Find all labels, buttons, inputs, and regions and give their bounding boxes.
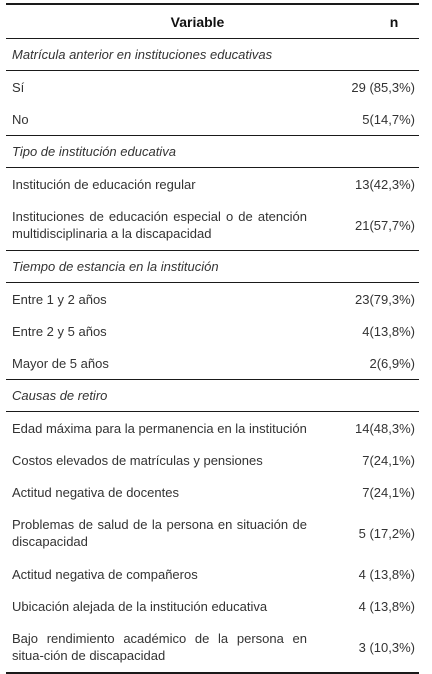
- row-value: 13(42,3%): [355, 176, 415, 192]
- row-value: 2(6,9%): [369, 355, 415, 371]
- table-row: [6, 71, 419, 103]
- row-value: 4(13,8%): [362, 323, 415, 339]
- row-value: 4 (13,8%): [358, 566, 415, 582]
- row-value: 3 (10,3%): [358, 639, 415, 655]
- row-value: 7(24,1%): [362, 484, 415, 500]
- row-value: 7(24,1%): [362, 452, 415, 468]
- row-label: Actitud negativa de compañeros: [12, 566, 198, 582]
- row-value: 29 (85,3%): [351, 79, 415, 95]
- row-value: 5 (17,2%): [358, 525, 415, 541]
- table-row: [6, 315, 419, 347]
- table-row: [6, 283, 419, 315]
- results-table: [6, 3, 419, 674]
- row-value: 21(57,7%): [355, 217, 415, 233]
- table-header: [6, 5, 419, 39]
- table-row: [6, 103, 419, 136]
- table-row: [6, 200, 419, 251]
- row-label: Problemas de salud de la persona en situación de discapacidad: [12, 517, 307, 549]
- row-label: Entre 2 y 5 años: [12, 323, 107, 339]
- table-row: [6, 622, 419, 672]
- row-label: Entre 1 y 2 años: [12, 291, 107, 307]
- table-row: [6, 412, 419, 444]
- row-label: Edad máxima para la permanencia en la institución: [12, 420, 307, 436]
- row-label: Bajo rendimiento académico de la persona en situa-ción de discapacidad: [12, 631, 307, 663]
- section-title: Tiempo de estancia en la institución: [6, 251, 419, 283]
- table-row: [6, 444, 419, 476]
- section-title: Matrícula anterior en instituciones educativas: [6, 39, 419, 71]
- row-value: 23(79,3%): [355, 291, 415, 307]
- table-row: [6, 590, 419, 622]
- table-row: [6, 476, 419, 508]
- header-n: n: [389, 13, 399, 30]
- table-row: [6, 347, 419, 380]
- row-label: Instituciones de educación especial o de atención multidisciplinaria a la discapacidad: [12, 209, 307, 241]
- row-label: No: [12, 111, 29, 127]
- row-label: Actitud negativa de docentes: [12, 484, 179, 500]
- row-value: 5(14,7%): [362, 111, 415, 127]
- row-label: Mayor de 5 años: [12, 355, 109, 371]
- table-row: [6, 558, 419, 590]
- row-value: 4 (13,8%): [358, 598, 415, 614]
- section-title: Tipo de institución educativa: [6, 136, 419, 168]
- table-row: [6, 168, 419, 200]
- row-label: Institución de educación regular: [12, 176, 196, 192]
- header-variable: Variable: [170, 13, 225, 30]
- table-row: [6, 508, 419, 558]
- row-value: 14(48,3%): [355, 420, 415, 436]
- row-label: Ubicación alejada de la institución educativa: [12, 598, 268, 614]
- row-label: Sí: [12, 79, 25, 95]
- section-title: Causas de retiro: [6, 380, 419, 412]
- row-label: Costos elevados de matrículas y pensiones: [12, 452, 263, 468]
